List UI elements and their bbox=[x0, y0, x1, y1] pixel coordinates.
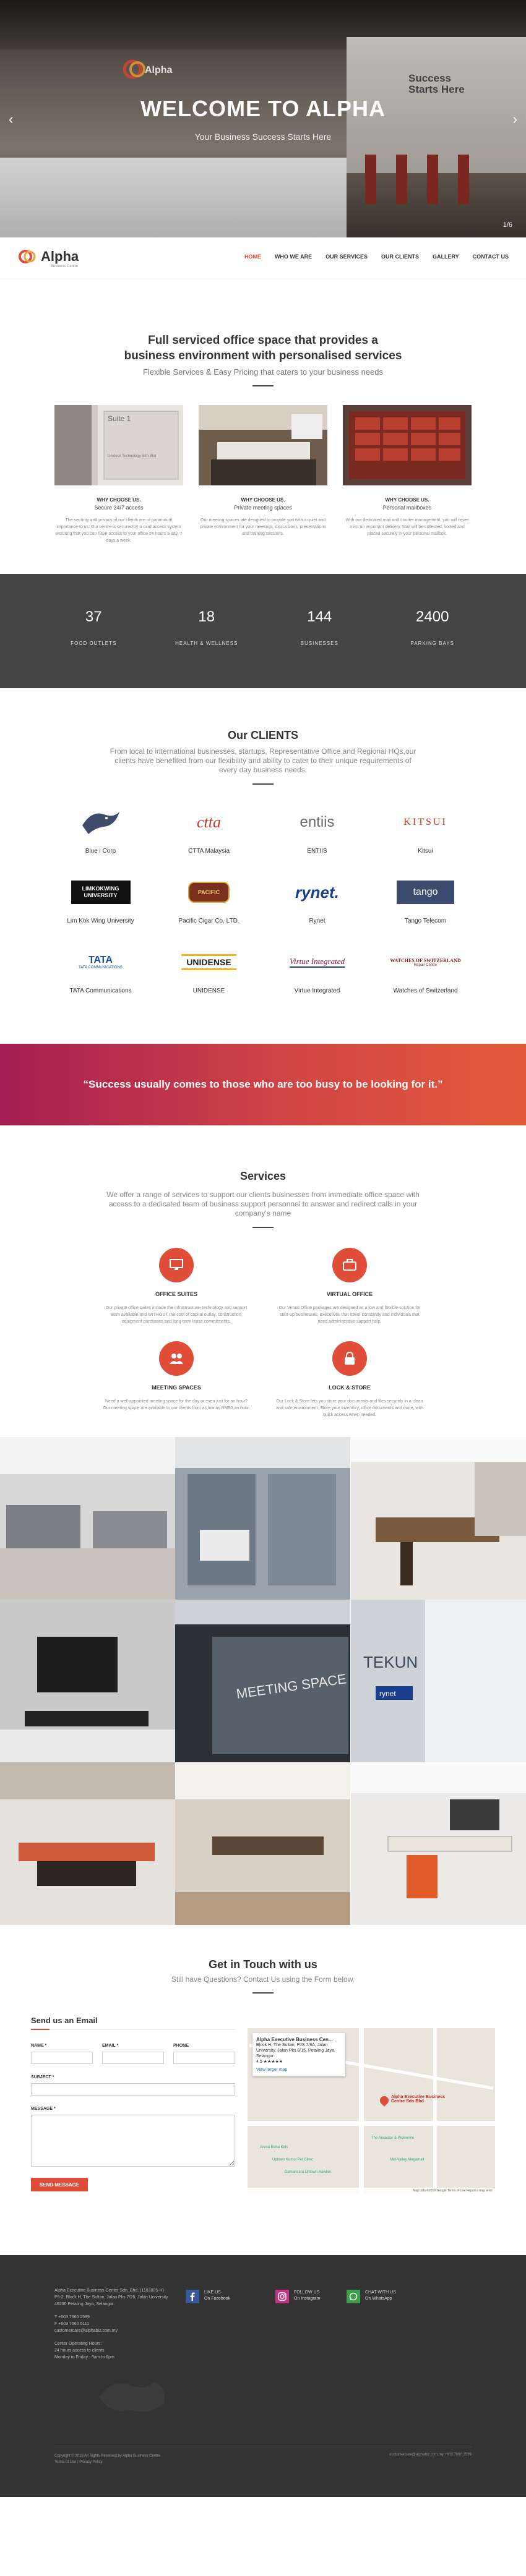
name-field[interactable] bbox=[31, 2052, 93, 2064]
brand-logo[interactable] bbox=[19, 249, 79, 268]
hero-banner bbox=[0, 0, 526, 237]
stat-businesses bbox=[276, 574, 363, 688]
stat-label: FOOD OUTLETS bbox=[71, 641, 117, 646]
nav-item-contact-us[interactable]: CONTACT US bbox=[472, 254, 509, 260]
why-card-tag: Secure 24/7 access bbox=[94, 505, 144, 511]
svg-text:Unidesk Technology Sdn Bhd: Unidesk Technology Sdn Bhd bbox=[108, 454, 157, 458]
hero-subtitle: Your Business Success Starts Here bbox=[194, 132, 332, 142]
intro-heading-line-1: Full serviced office space that provides a bbox=[148, 334, 378, 347]
email-field[interactable] bbox=[102, 2052, 164, 2064]
quote-banner bbox=[0, 1044, 526, 1125]
suite-door-image bbox=[54, 405, 183, 485]
slide-counter: 1/6 bbox=[502, 221, 512, 229]
client-limkokwing bbox=[46, 873, 155, 924]
site-footer bbox=[0, 2255, 526, 2497]
social-title: LIKE US bbox=[204, 2290, 221, 2295]
client-name: Lim Kok Wing University bbox=[67, 918, 134, 924]
stat-label: PARKING BAYS bbox=[410, 641, 454, 646]
world-map-graphic bbox=[93, 2373, 173, 2422]
why-card-tag: Personal mailboxes bbox=[382, 505, 432, 511]
why-card-text: Our meeting spaces are designed to provide you with a quiet and private environment for your meetings, discussions, presentations and training sessions. bbox=[200, 518, 326, 536]
svg-text:MEETING SPACE: MEETING SPACE bbox=[235, 1671, 348, 1702]
google-map-embed[interactable] bbox=[248, 2028, 495, 2194]
client-name: Rynet bbox=[309, 918, 326, 924]
subject-field-group bbox=[31, 2075, 235, 2096]
service-text: Our Virtual Office packages are designed as a low and flexible solution for start-up businesses, executives that travel constantly and individuals that need administrative support help. bbox=[278, 1306, 421, 1324]
social-title: CHAT WITH US bbox=[365, 2290, 396, 2295]
client-name: TATA Communications bbox=[69, 987, 132, 994]
contact-title: Get in Touch with us bbox=[209, 1958, 317, 1971]
message-label: MESSAGE * bbox=[31, 2107, 56, 2111]
footer-facebook[interactable] bbox=[186, 2290, 230, 2303]
service-text: Our Lock & Store lets you store your documents and files securely in a clean and safe environment. Store your inventory, office documents and more, with quick access when needed. bbox=[276, 1399, 423, 1417]
svg-text:TEKUN: TEKUN bbox=[363, 1653, 418, 1671]
footer-contact-right: customercare@alphabiz.com.my +603 7660 2599 bbox=[389, 2453, 472, 2457]
facebook-icon bbox=[186, 2290, 199, 2303]
why-card-secure-access bbox=[54, 405, 183, 544]
phone-field-group bbox=[173, 2044, 235, 2064]
instagram-icon bbox=[275, 2290, 289, 2303]
main-navigation bbox=[0, 237, 526, 279]
eagle-logo bbox=[46, 803, 155, 842]
map-road bbox=[359, 2028, 364, 2194]
client-tango-telecom bbox=[371, 873, 480, 924]
why-card-label: WHY CHOOSE US. bbox=[385, 497, 429, 503]
why-choose-us-cards bbox=[0, 405, 526, 544]
stat-parking-bays bbox=[389, 574, 476, 688]
contact-description: Still have Questions? Contact Us using the Form below. bbox=[171, 1975, 355, 1984]
form-title: Send us an Email bbox=[31, 2016, 98, 2025]
footer-fax: F +603 7660 5111 bbox=[54, 2322, 89, 2326]
map-road bbox=[433, 2028, 437, 2194]
client-name: Virtue Integrated bbox=[294, 987, 340, 994]
stat-food-outlets bbox=[50, 574, 137, 688]
view-larger-map-link[interactable]: View larger map bbox=[256, 2068, 288, 2072]
stat-health-wellness bbox=[163, 574, 250, 688]
brand-tagline: Business Centre bbox=[51, 265, 79, 268]
why-card-label: WHY CHOOSE US. bbox=[97, 497, 141, 503]
client-ctta-malaysia bbox=[155, 803, 263, 855]
why-card-tag: Private meeting spaces bbox=[234, 505, 292, 511]
wall-text-line-1: Success bbox=[408, 72, 451, 84]
map-pin-label: Alpha Executive Business Centre Sdn Bhd bbox=[391, 2095, 446, 2104]
nav-item-who-we-are[interactable]: WHO WE ARE bbox=[274, 254, 313, 260]
tango-logo: tango bbox=[371, 873, 480, 911]
whatsapp-icon bbox=[347, 2290, 360, 2303]
client-name: Blue i Corp bbox=[85, 848, 116, 855]
map-place: Mid-Valley Megamall bbox=[390, 2158, 425, 2162]
why-card-text: The security and privacy of our clients are of paramount importance to us. Our centre is secured by a card access system ensuring that you can have access to your office 24 hours a day, 7 days a week. bbox=[55, 518, 183, 543]
service-text: Our private office suites include the infrastructure, technology and support team available and WITHOUT the cost of capital outlay, construction, equipment purchases and long-term lease commitments. bbox=[105, 1306, 248, 1324]
gallery-image-lounge[interactable] bbox=[0, 1762, 175, 1925]
clients-description: From local to international businesses, startups, Representative Office and Regional HQs,our clients have benefited from our flexibility and ability to cater to their unique requirements of every day business needs. bbox=[110, 747, 416, 774]
phone-field[interactable] bbox=[173, 2052, 235, 2064]
client-name: Tango Telecom bbox=[404, 918, 447, 924]
lock-icon bbox=[332, 1341, 367, 1376]
gallery-image-private-office[interactable] bbox=[351, 1437, 526, 1600]
services-description: We offer a range of services to support our clients businesses from immediate office space with access to a dedicated team of business support personnel to answer and redirect calls in your company's name bbox=[106, 1190, 420, 1218]
map-pin-icon[interactable] bbox=[378, 2094, 390, 2107]
stat-label: BUSINESSES bbox=[300, 641, 338, 646]
footer-instagram[interactable] bbox=[275, 2290, 320, 2303]
footer-spacer bbox=[54, 2308, 203, 2314]
nav-item-home[interactable]: HOME bbox=[244, 254, 261, 260]
footer-phone: T +603 7660 2599 bbox=[54, 2315, 90, 2319]
map-road bbox=[248, 2121, 495, 2126]
footer-social-text bbox=[204, 2290, 230, 2302]
mailboxes-image bbox=[343, 405, 472, 485]
client-name: Watches of Switzerland bbox=[393, 987, 458, 994]
virtue-logo: Virtue Integrated bbox=[263, 943, 371, 981]
intro-section bbox=[0, 279, 526, 544]
footer-social-text bbox=[294, 2290, 320, 2302]
subject-field[interactable] bbox=[31, 2083, 235, 2096]
social-sub: On Instagram bbox=[294, 2297, 321, 2301]
map-place: Uptown Kumoi Pet Clinic bbox=[272, 2158, 314, 2162]
map-card-address: Block H, The Sultan, PJS 7/9A, Jalan University, Jalan Pks 8/15, Petaling Jaya, Selangor bbox=[256, 2043, 335, 2058]
policy-links[interactable]: Terms of Use | Privacy Policy bbox=[54, 2460, 103, 2464]
clients-section bbox=[0, 688, 526, 994]
email-field-group bbox=[102, 2044, 164, 2064]
gallery-image-desk-orange-chair[interactable] bbox=[351, 1762, 526, 1925]
service-office-suites bbox=[102, 1248, 251, 1325]
gallery-image-glass-office[interactable] bbox=[175, 1437, 350, 1600]
pacific-cigar-logo: PACIFIC bbox=[155, 873, 263, 911]
section-divider bbox=[252, 783, 274, 785]
map-card-rating: 4.5 ★★★★★ bbox=[256, 2060, 283, 2064]
svg-text:Suite 1: Suite 1 bbox=[108, 414, 131, 423]
brand-name: Alpha bbox=[41, 249, 79, 264]
service-meeting-spaces bbox=[102, 1341, 251, 1418]
briefcase-icon bbox=[332, 1248, 367, 1282]
footer-line: Center Operating Hours: bbox=[54, 2342, 102, 2346]
why-card-label: WHY CHOOSE US. bbox=[241, 497, 285, 503]
stats-band bbox=[0, 574, 526, 688]
footer-copyright bbox=[54, 2453, 160, 2465]
why-card-mailboxes bbox=[343, 405, 472, 544]
contact-body bbox=[31, 2016, 495, 2194]
wos-logo: WATCHES OF SWITZERLAND Repair Centre bbox=[390, 957, 461, 967]
next-slide-icon[interactable]: › bbox=[512, 111, 517, 127]
svg-text:rynet: rynet bbox=[379, 1689, 396, 1698]
stat-number: 37 bbox=[85, 608, 102, 625]
client-blue-i-corp bbox=[46, 803, 155, 855]
social-sub: On Facebook bbox=[204, 2297, 231, 2301]
stat-label: HEALTH & WELLNESS bbox=[175, 641, 238, 646]
name-field-group bbox=[31, 2044, 93, 2064]
meeting-room-image bbox=[199, 405, 327, 485]
footer-email[interactable]: customercare@alphabiz.com.my bbox=[54, 2329, 118, 2333]
footer-line: Monday to Friday : 9am to 6pm bbox=[54, 2355, 114, 2360]
tata-logo: TATA TATA COMMUNICATIONS bbox=[79, 955, 123, 970]
service-title: LOCK & STORE bbox=[329, 1384, 371, 1391]
why-card-text: With our dedicated mail and courier management, you will never miss an important delivery. Mail will be collected, sorted and placed securely in your personal mailbox. bbox=[345, 518, 469, 536]
copyright-text: Copyright © 2019 All Rights Reserved by Alpha Business Centre bbox=[54, 2454, 161, 2458]
client-kitsui bbox=[371, 803, 480, 855]
form-title-underline bbox=[31, 2029, 235, 2030]
client-name: Pacific Cigar Co. LTD. bbox=[178, 918, 239, 924]
message-field[interactable] bbox=[31, 2115, 235, 2167]
subject-label: SUBJECT * bbox=[31, 2075, 54, 2079]
alpha-logo-icon bbox=[19, 249, 38, 265]
contact-section bbox=[0, 1925, 526, 2255]
ctta-logo: ctta bbox=[197, 813, 221, 831]
intro-subtext: Flexible Services & Easy Pricing that caters to your business needs bbox=[142, 367, 383, 377]
stat-number: 2400 bbox=[416, 608, 449, 625]
client-virtue bbox=[263, 943, 371, 994]
service-lock-store bbox=[275, 1341, 424, 1418]
client-rynet bbox=[263, 873, 371, 924]
monitor-icon bbox=[159, 1248, 194, 1282]
nav-item-gallery[interactable]: GALLERY bbox=[432, 254, 459, 260]
map-footer: Map data ©2019 Google Terms of Use Report a map error bbox=[248, 2188, 495, 2194]
client-name: CTTA Malaysia bbox=[188, 848, 230, 855]
footer-whatsapp[interactable] bbox=[347, 2290, 396, 2303]
client-name: Kitsui bbox=[418, 848, 433, 855]
map-card-title: Alpha Executive Business Cen... bbox=[256, 2037, 333, 2042]
service-virtual-office bbox=[275, 1248, 424, 1325]
stat-number: 18 bbox=[198, 608, 215, 625]
client-entiis bbox=[263, 803, 371, 855]
map-info-card bbox=[252, 2033, 345, 2076]
client-name: ENTIIS bbox=[307, 848, 327, 855]
social-sub: On WhatsApp bbox=[365, 2297, 392, 2301]
intro-heading bbox=[0, 333, 526, 364]
footer-line: 24 hours access to clients bbox=[54, 2348, 105, 2353]
name-label: NAME * bbox=[31, 2044, 47, 2048]
map-place: Arena Raha Kids bbox=[260, 2146, 288, 2149]
gallery-image-workstations[interactable] bbox=[0, 1437, 175, 1600]
services-section bbox=[0, 1125, 526, 1418]
client-logo-grid bbox=[46, 803, 480, 994]
footer-social-text bbox=[365, 2290, 396, 2302]
footer-line: Alpha Executive Business Center Sdn. Bhd. (1163005-H) bbox=[54, 2288, 164, 2293]
footer-line: P5-2, Block H, The Sultan, Jalan Pks 7/26, Jalan University bbox=[54, 2295, 168, 2300]
nav-item-our-clients[interactable]: OUR CLIENTS bbox=[381, 254, 419, 260]
footer-line: 46200 Petaling Jaya, Selangor. bbox=[54, 2302, 114, 2306]
section-divider bbox=[252, 1992, 274, 1994]
kitsui-logo: KITSUI bbox=[403, 817, 447, 827]
services-title: Services bbox=[239, 1170, 287, 1182]
nav-item-our-services[interactable]: OUR SERVICES bbox=[326, 254, 368, 260]
footer-spacer bbox=[54, 2334, 203, 2340]
prev-slide-icon[interactable]: ‹ bbox=[9, 111, 14, 127]
service-text: Need a well-appointed meeting space for the day or even just for an hour? Our meeting space are available to our clients from as low as RM90 an hour. bbox=[103, 1399, 250, 1410]
client-pacific-cigar bbox=[155, 873, 263, 924]
client-watches-of-switzerland bbox=[371, 943, 480, 994]
form-row-top bbox=[31, 2044, 235, 2064]
limkokwing-logo: LIMKOKWING UNIVERSITY bbox=[46, 873, 155, 911]
entiis-logo: entiis bbox=[300, 814, 335, 830]
section-divider bbox=[252, 385, 274, 386]
client-tata bbox=[46, 943, 155, 994]
client-name: UNIDENSE bbox=[192, 987, 225, 994]
gallery-grid bbox=[0, 1437, 526, 1925]
why-card-meeting-spaces bbox=[199, 405, 327, 544]
client-unidense bbox=[155, 943, 263, 994]
footer-address-block bbox=[54, 2287, 203, 2361]
stat-number: 144 bbox=[307, 608, 332, 625]
section-divider bbox=[252, 1227, 274, 1228]
gallery-image-computer-desk[interactable] bbox=[0, 1600, 175, 1762]
gallery-image-tekun-signage[interactable] bbox=[351, 1600, 526, 1762]
nav-menu bbox=[231, 254, 509, 260]
service-title: OFFICE SUITES bbox=[155, 1291, 197, 1297]
rynet-logo: rynet. bbox=[295, 882, 339, 902]
services-grid bbox=[102, 1248, 424, 1418]
svg-text:Alpha: Alpha bbox=[145, 65, 173, 75]
intro-heading-line-2: business environment with personalised services bbox=[124, 349, 402, 362]
map-place: The Ancestor & Wolverine bbox=[371, 2136, 415, 2140]
gallery-image-office-room[interactable] bbox=[175, 1762, 350, 1925]
phone-label: PHONE bbox=[173, 2044, 189, 2048]
map-place: Damansara Uptown Hawker bbox=[285, 2170, 332, 2174]
contact-form bbox=[31, 2016, 235, 2194]
send-message-button[interactable]: SEND MESSAGE bbox=[31, 2178, 88, 2191]
service-title: VIRTUAL OFFICE bbox=[326, 1291, 373, 1297]
quote-text: “Success usually comes to those who are too busy to be looking for it.” bbox=[83, 1078, 443, 1090]
service-title: MEETING SPACES bbox=[152, 1384, 201, 1391]
message-field-group bbox=[31, 2107, 235, 2167]
unidense-logo: UNIDENSE bbox=[155, 943, 263, 981]
people-icon bbox=[159, 1341, 194, 1376]
gallery-image-meeting-space-door[interactable] bbox=[175, 1600, 350, 1762]
email-label: EMAIL * bbox=[102, 2044, 119, 2048]
social-title: FOLLOW US bbox=[294, 2290, 320, 2295]
clients-title: Our CLIENTS bbox=[227, 729, 298, 741]
wall-text-line-2: Starts Here bbox=[408, 83, 465, 95]
hero-title: WELCOME TO ALPHA bbox=[140, 96, 386, 121]
